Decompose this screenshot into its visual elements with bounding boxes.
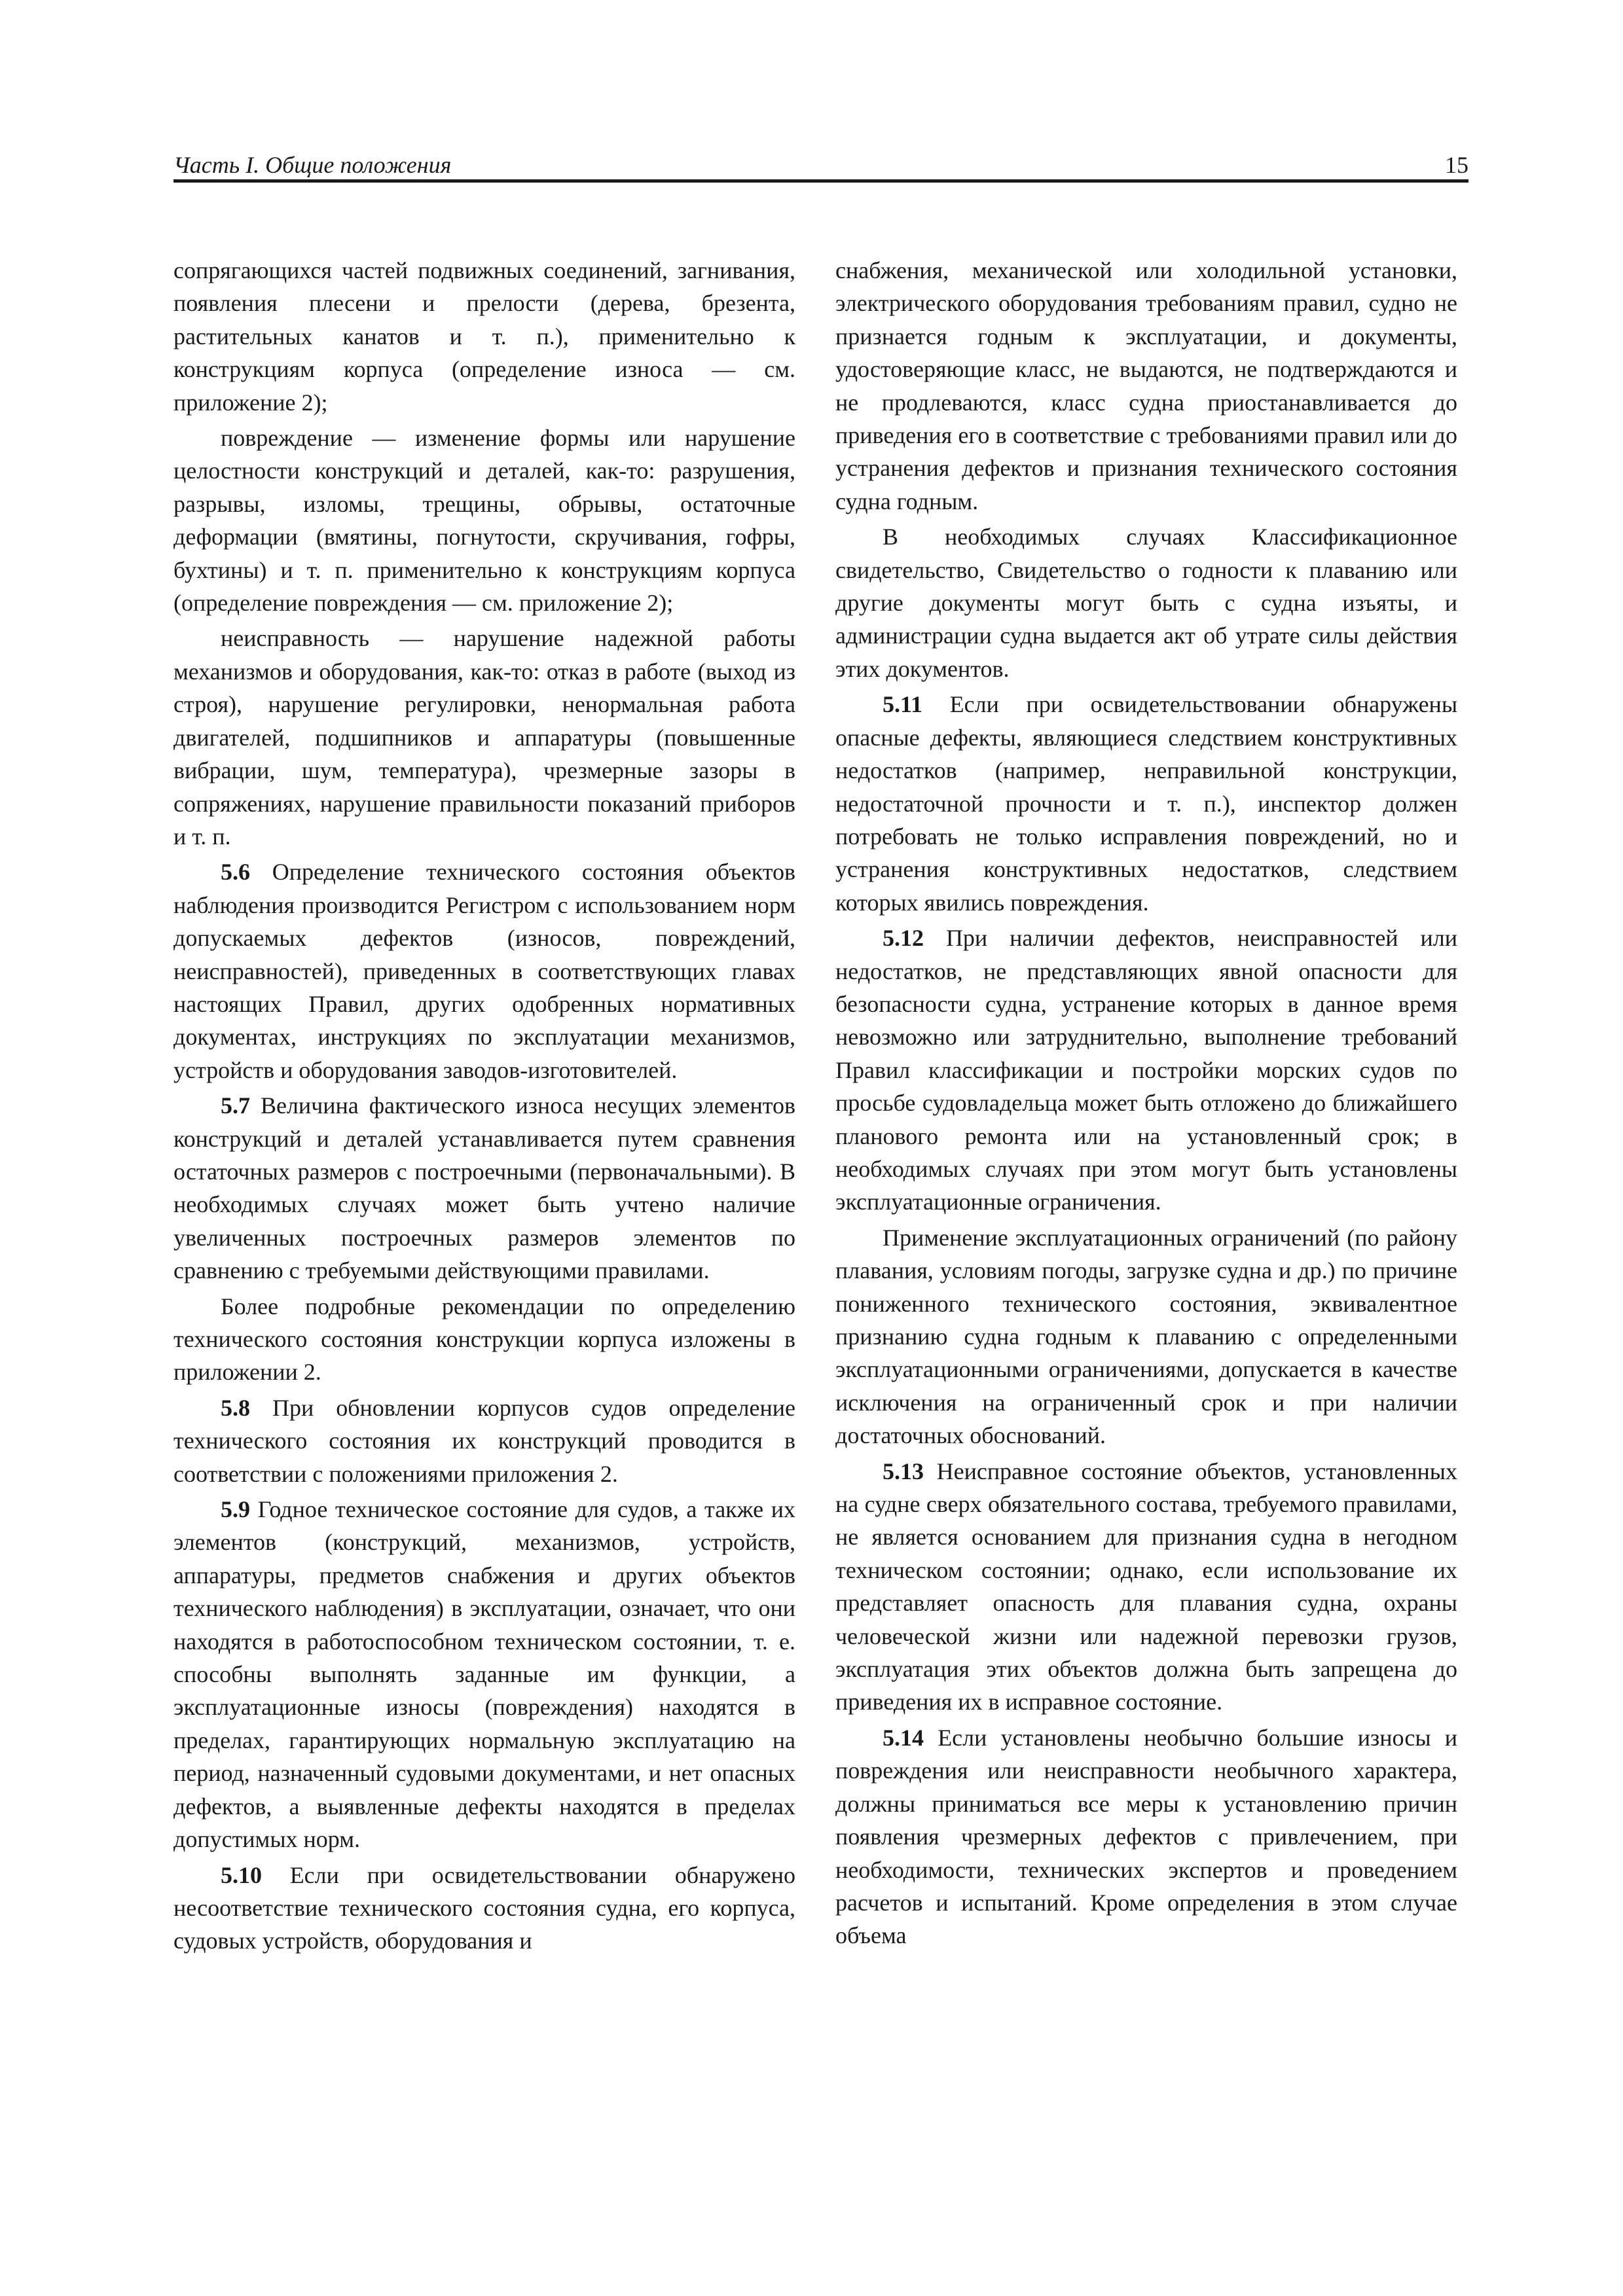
section-5-9 [173, 1493, 795, 1856]
paragraph-text: Неисправное состояние объектов, установленных на судне сверх обязательного состава, требуемого правилами, не является основанием для признания судна в негодном техническом состоянии; однако, если использование их представляет опасность для плавания судна, охраны человеческой жизни или надежной перевозки грузов, эксплуатация этих объектов должна быть запрещена до приведения их в исправное состояние. [835, 1458, 1457, 1715]
section-5-10 [173, 1859, 795, 1958]
section-number: 5.14 [883, 1724, 924, 1751]
section-number: 5.10 [221, 1861, 262, 1888]
paragraph [835, 254, 1457, 518]
paragraph-text: При наличии дефектов, неисправностей или недостатков, не представляющих явной опасности для безопасности судна, устранение которых в данное время невозможно или затруднительно, выполнение требований Правил классификации и постройки морских судов по просьбе судовладельца может быть отложено до ближайшего планового ремонта или на установленный срок; в необходимых случаях при этом могут быть установлены эксплуатационные ограничения. [835, 925, 1457, 1215]
page-number: 15 [1445, 152, 1468, 178]
paragraph-text: Более подробные рекомендации по определению технического состояния конструкции корпуса изложены в приложении 2. [173, 1293, 795, 1386]
paragraph [835, 1221, 1457, 1452]
section-number: 5.12 [883, 925, 924, 952]
paragraph-text: Если при освидетельствовании обнаружены опасные дефекты, являющиеся следствием конструктивных недостатков (например, неправильной конструкции, недостаточной прочности и т. п.), инспектор должен потребовать не только исправления повреждений, но и устранения конструктивных недостатков, следствием которых явились повреждения. [835, 691, 1458, 916]
right-column [835, 254, 1457, 1955]
paragraph [173, 622, 795, 853]
paragraph-text: Применение эксплуатационных ограничений (по району плавания, условиям погоды, загрузке судна и др.) по причине пониженного технического состояния, эквивалентное признанию судна годным к плаванию с определенными эксплуатационными ограничениями, допускается в качестве исключения на ограниченный срок и при наличии достаточных обоснований. [835, 1224, 1457, 1449]
paragraph-text: сопрягающихся частей подвижных соединений, загнивания, появления плесени и прелости (дерева, брезента, растительных канатов и т. п.), применительно к конструкциям корпуса (определение износа — см. приложение 2); [173, 257, 795, 416]
paragraph [173, 422, 795, 619]
section-number: 5.6 [221, 859, 250, 886]
paragraph-text: Годное техническое состояние для судов, а также их элементов (конструкций, механизмов, устройств, аппаратуры, предметов снабжения и других объектов технического наблюдения) в эксплуатации, означает, что они находятся в работоспособном техническом состоянии, т. е. способны выполнять заданные им функции, а эксплуатационные износы (повреждения) находятся в пределах, гарантирующих нормальную эксплуатацию на период, назначенный судовыми документами, и нет опасных дефектов, а выявленные дефекты находятся в пределах допустимых норм. [173, 1496, 795, 1853]
paragraph-text: повреждение — изменение формы или нарушение целостности конструкций и деталей, как-то: разрушения, разрывы, изломы, трещины, обрывы, остаточные деформации (вмятины, погнутости, скручивания, гофры, бухтины) и т. п. применительно к конструкциям корпуса (определение повреждения — см. приложение 2); [173, 425, 795, 617]
section-5-8 [173, 1391, 795, 1490]
section-5-6 [173, 855, 795, 1086]
paragraph-text: снабжения, механической или холодильной установки, электрического оборудования требованиям правил, судно не признается годным к эксплуатации, и документы, удостоверяющие класс, не выдаются, не подтверждаются и не продлеваются, класс судна приостанавливается до приведения его в соответствие с требованиями правил или до устранения дефектов и признания технического состояния судна годным. [835, 257, 1457, 514]
running-title: Часть I. Общие положения [173, 152, 452, 178]
page-header [173, 145, 1468, 183]
paragraph [173, 1290, 795, 1389]
paragraph-text: В необходимых случаях Классификационное свидетельство, Свидетельство о годности к плаванию или другие документы могут быть с судна изъяты, и администрации судна выдается акт об утрате силы действия этих документов. [835, 524, 1457, 682]
section-number: 5.8 [221, 1394, 250, 1421]
section-number: 5.13 [883, 1458, 924, 1484]
paragraph [173, 254, 795, 419]
left-column [173, 254, 795, 1960]
section-5-11 [835, 688, 1457, 919]
section-5-13 [835, 1455, 1457, 1719]
paragraph-text: Если установлены необычно большие износы и повреждения или неисправности необычного характера, должны приниматься все меры к установлению причин появления чрезмерных дефектов с привлечением, при необходимости, технических экспертов и проведением расчетов и испытаний. Кроме определения в этом случае объема [835, 1724, 1458, 1949]
section-5-14 [835, 1721, 1457, 1952]
section-5-7 [173, 1089, 795, 1287]
section-number: 5.11 [883, 691, 923, 718]
paragraph [835, 520, 1457, 685]
paragraph-text: Величина фактического износа несущих элементов конструкций и деталей устанавливается путем сравнения остаточных размеров с построечными (первоначальными). В необходимых случаях может быть учтено наличие увеличенных построечных размеров элементов по сравнению с требуемыми действующими правилами. [173, 1092, 795, 1284]
paragraph-text: Определение технического состояния объектов наблюдения производится Регистром с использованием норм допускаемых дефектов (износов, повреждений, неисправностей), приведенных в соответствующих главах настоящих Правил, других одобренных нормативных документах, инструкциях по эксплуатации механизмов, устройств и оборудования заводов-изготовителей. [173, 859, 795, 1083]
section-number: 5.7 [221, 1092, 250, 1119]
paragraph-text: При обновлении корпусов судов определение технического состояния их конструкций проводится в соответствии с положениями приложения 2. [173, 1394, 795, 1487]
paragraph-text: Если при освидетельствовании обнаружено несоответствие технического состояния судна, его корпуса, судовых устройств, оборудования и [173, 1861, 795, 1954]
section-5-12 [835, 922, 1457, 1219]
section-number: 5.9 [221, 1496, 250, 1523]
paragraph-text: неисправность — нарушение надежной работы механизмов и оборудования, как-то: отказ в работе (выход из строя), нарушение регулировки, ненормальная работа двигателей, подшипников и аппаратуры (повышенные вибрации, шум, температура), чрезмерные зазоры в сопряжениях, нарушение правильности показаний приборов и т. п. [173, 625, 795, 850]
